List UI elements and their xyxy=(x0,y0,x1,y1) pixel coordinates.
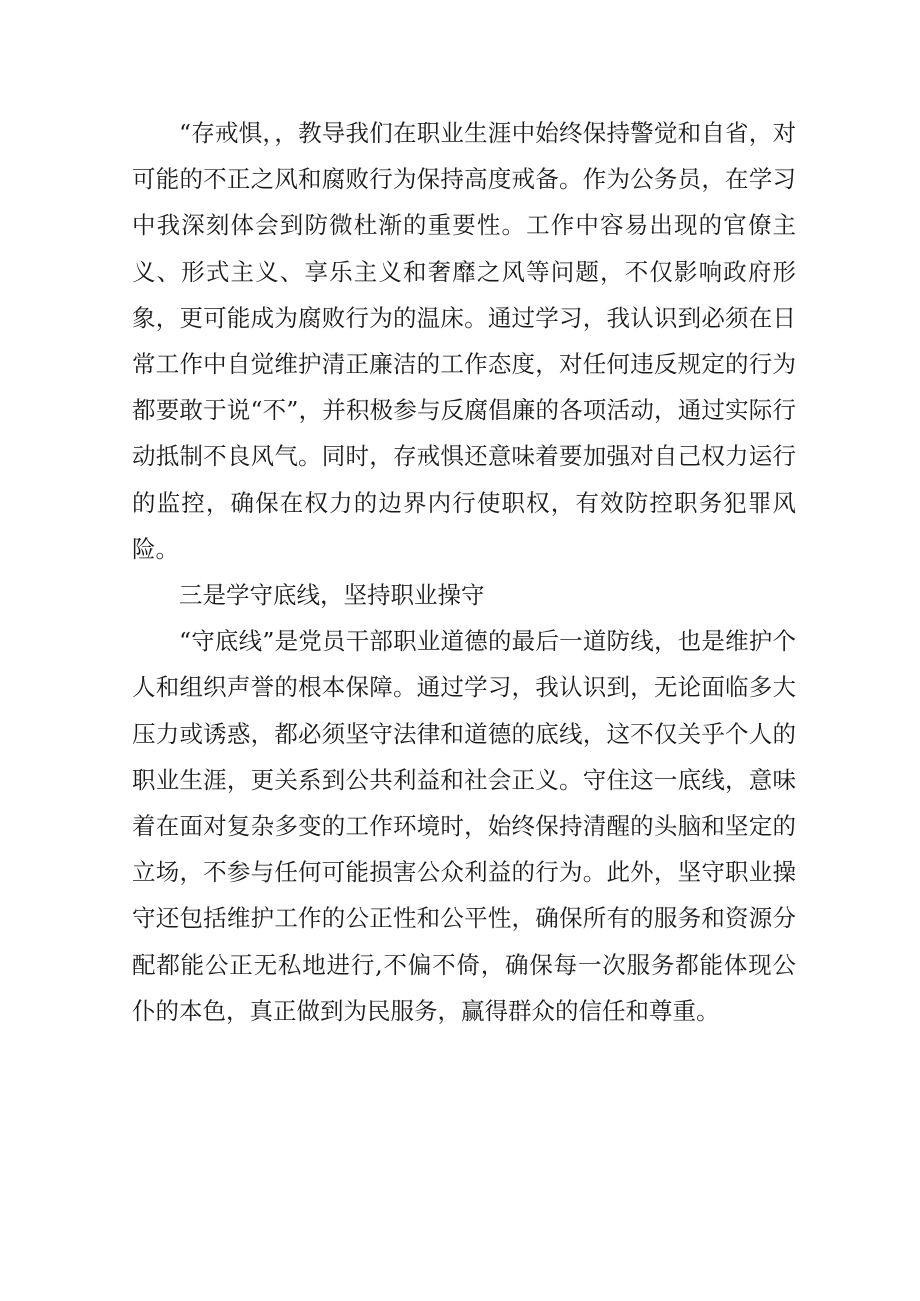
paragraph-cunjieju: “存戒惧，，教导我们在职业生涯中始终保持警觉和自省，对可能的不正之风和腐败行为保持高度戒备。作为公务员，在学习中我深刻体会到防微杜渐的重要性。工作中容易出现的官僚主义、形式主义、享乐主义和奢靡之风等问题，不仅影响政府形象，更可能成为腐败行为的温床。通过学习，我认识到必须在日常工作中自觉维护清正廉洁的工作态度，对任何违反规定的行为都要敢于说“不”，并积极参与反腐倡廉的各项活动，通过实际行动抵制不良风气。同时，存戒惧还意味着要加强对自己权力运行的监控，确保在权力的边界内行使职权，有效防控职务犯罪风险。 xyxy=(132,119,796,563)
section-heading-3: 三是学守底线，坚持职业操守 xyxy=(179,581,485,610)
paragraph-shoudixian: “守底线”是党员干部职业道德的最后一道防线，也是维护个人和组织声誉的根本保障。通过学习，我认识到，无论面临多大压力或诱惑，都必须坚守法律和道德的底线，这不仅关乎个人的职业生涯，更关系到公共利益和社会正义。守住这一底线，意味着在面对复杂多变的工作环境时，始终保持清醒的头脑和坚定的立场，不参与任何可能损害公众利益的行为。此外，坚守职业操守还包括维护工作的公正性和公平性，确保所有的服务和资源分配都能公正无私地进行,不偏不倚，确保每一次服务都能体现公仆的本色，真正做到为民服务，赢得群众的信任和尊重。 xyxy=(132,627,796,1025)
document-body xyxy=(132,110,796,1034)
